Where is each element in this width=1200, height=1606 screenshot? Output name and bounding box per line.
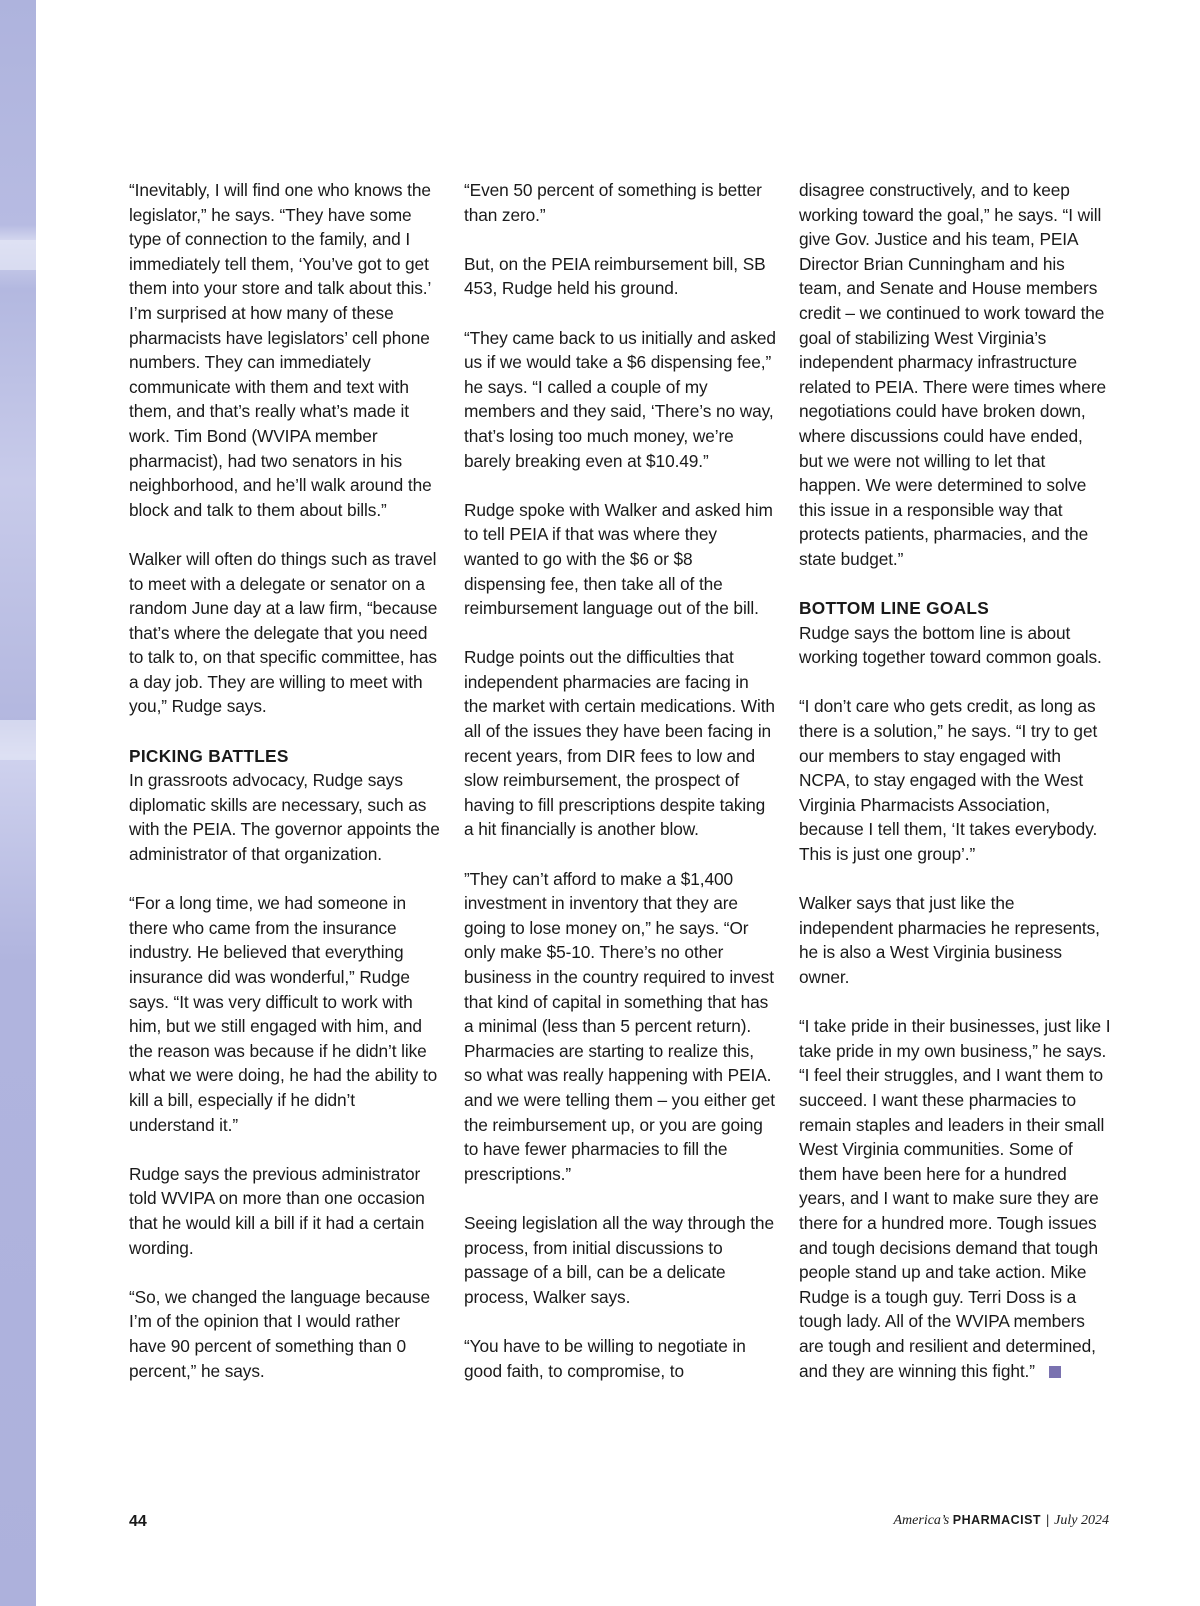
paragraph: “Inevitably, I will find one who knows the legislator,” he says. “They have some type of connection to the family, and I immediately tell them, ‘You’ve got to get them into your store and talk about this.’ I’m surprised at how many of these pharmacists have legislators’ cell phone numbers. They can immediately communicate with them and text with them, and that’s really what’s made it work. Tim Bond (WVIPA member pharmacist), had two senators in his neighborhood, and he’ll walk around the block and talk to them about bills.” <box>129 180 432 520</box>
paragraph: “Even 50 percent of something is better than zero.” <box>464 180 762 225</box>
paragraph: disagree constructively, and to keep working toward the goal,” he says. “I will give Gov. Justice and his team, PEIA Director Brian Cunningham and his team, and Senate and House members credit – we continued to work toward the goal of stabilizing West Virginia’s independent pharmacy infrastructure related to PEIA. There were times where negotiations could have broken down, where discussions could have ended, but we were not willing to let that happen. We were determined to solve this issue in a responsible way that protects patients, pharmacies, and the state budget.” <box>799 180 1106 569</box>
decorative-edge-band <box>0 0 36 1606</box>
paragraph: “They came back to us initially and asked us if we would take a $6 dispensing fee,” he says. “I called a couple of my members and they said, ‘There’s no way, that’s losing too much money, we’re barely breaking even at $10.49.” <box>464 327 776 471</box>
section-heading-picking-battles: PICKING BATTLES <box>129 745 289 766</box>
paragraph: “For a long time, we had someone in there who came from the insurance industry. He believed that everything insurance did was wonderful,” Rudge says. “It was very difficult to work with him, but we still engaged with him, and the reason was because if he didn’t like what we were doing, he had the ability to kill a bill, especially if he didn’t understand it.” <box>129 893 438 1135</box>
paragraph: Walker will often do things such as travel to meet with a delegate or senator on a random June day at a law firm, “because that’s where the delegate that you need to talk to, on that specific committee, has a day job. They are willing to meet with you,” Rudge says. <box>129 548 438 717</box>
paragraph: But, on the PEIA reimbursement bill, SB 453, Rudge held his ground. <box>464 253 766 299</box>
column-3 <box>799 178 1111 1483</box>
paragraph: Seeing legislation all the way through the process, from initial discussions to passage of a bill, can be a delicate process, Walker says. <box>464 1212 774 1307</box>
paragraph: Rudge says the previous administrator told WVIPA on more than one occasion that he would kill a bill if it had a certain wording. <box>129 1163 425 1258</box>
paragraph: “So, we changed the language because I’m of the opinion that I would rather have 90 percent of something than 0 percent,” he says. <box>129 1286 430 1381</box>
paragraph: Walker says that just like the independent pharmacies he represents, he is also a West Virginia business owner. <box>799 893 1100 987</box>
issue-date: July 2024 <box>1054 1513 1109 1528</box>
edge-notch <box>0 240 36 270</box>
paragraph: In grassroots advocacy, Rudge says diplomatic skills are necessary, such as with the PEIA. The governor appoints the administrator of that organization. <box>129 770 440 865</box>
paragraph: Rudge says the bottom line is about working together toward common goals. <box>799 622 1102 668</box>
footer-separator: | <box>1046 1513 1050 1528</box>
paragraph: ”They can’t afford to make a $1,400 investment in inventory that they are going to lose money on,” he says. “Or only make $5-10. There’s no other business in the country required to invest that kind of capital in something that has a minimal (less than 5 percent return). Pharmacies are starting to realize this, so what was really happening with PEIA. and we were telling them – you either get the reimbursement up, or you are going to have fewer pharmacies to fill the prescriptions.” <box>464 868 775 1184</box>
paragraph: Rudge points out the difficulties that independent pharmacies are facing in the market with certain medications. With all of the issues they have been facing in recent years, from DIR fees to low and slow reimbursement, the prospect of having to fill prescriptions despite taking a hit financially is another blow. <box>464 647 775 840</box>
end-mark-icon <box>1049 1366 1061 1378</box>
magazine-name-bold: PHARMACIST <box>952 1513 1042 1527</box>
paragraph-final <box>799 1014 1111 1383</box>
edge-notch <box>0 720 36 760</box>
section-heading-bottom-line-goals: BOTTOM LINE GOALS <box>799 598 990 619</box>
paragraph: Rudge spoke with Walker and asked him to tell PEIA if that was where they wanted to go with the $6 or $8 dispensing fee, then take all of the reimbursement language out of the bill. <box>464 499 773 619</box>
article-body <box>129 178 1111 1483</box>
page-number: 44 <box>129 1513 147 1530</box>
column-2 <box>464 178 776 1483</box>
column-1 <box>129 178 441 1483</box>
paragraph-text: “I take pride in their businesses, just like I take pride in my own business,” he says. “I feel their struggles, and I want them to succeed. I want these pharmacies to remain staples and leaders in their small West Virginia communities. Some of them have been here for a hundred years, and I want to make sure they are there for a hundred more. Tough issues and tough decisions demand that tough people stand up and take action. Mike Rudge is a tough guy. Terri Doss is a tough lady. All of the WVIPA members are tough and resilient and determined, and they are winning this fight.” <box>799 1016 1111 1381</box>
paragraph: “You have to be willing to negotiate in good faith, to compromise, to <box>464 1335 746 1381</box>
magazine-name-prefix: America’s <box>893 1513 950 1528</box>
running-footer <box>894 1513 1110 1529</box>
paragraph: “I don’t care who gets credit, as long as there is a solution,” he says. “I try to get our members to stay engaged with NCPA, to stay engaged with the West Virginia Pharmacists Association, because I tell them, ‘It takes everybody. This is just one group’.” <box>799 696 1098 865</box>
